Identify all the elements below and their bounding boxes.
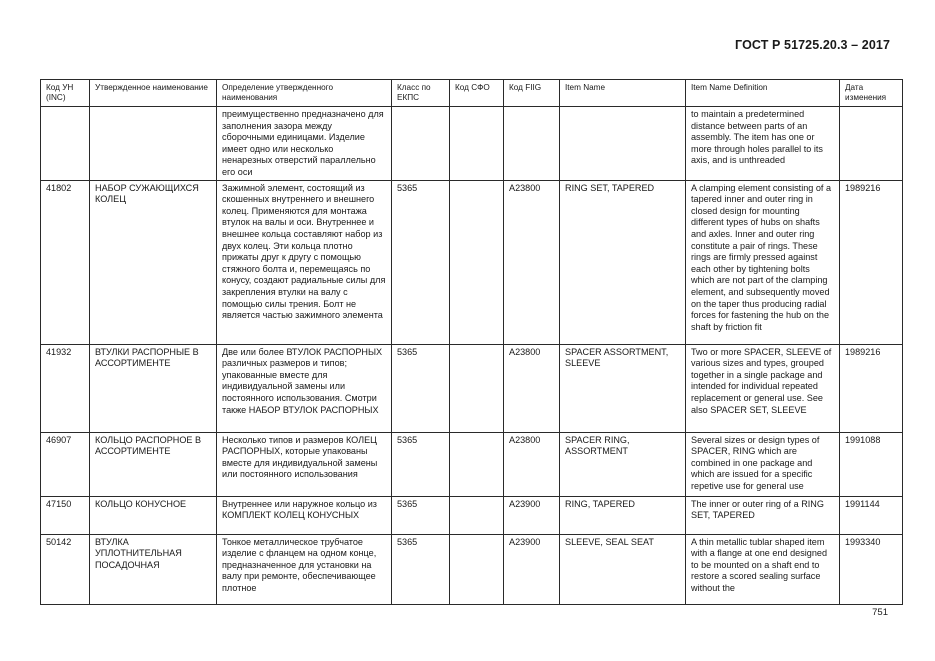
registry-table: [40, 79, 903, 605]
table-row: [41, 432, 903, 496]
table-cell-col-date: 1989216: [840, 344, 903, 432]
table-cell-col-inc: [41, 107, 90, 181]
table-cell-col-inc: 50142: [41, 534, 90, 604]
column-header-col-approved-name: Утвержденное наименование: [90, 80, 217, 107]
column-header-col-sfo: Код СФО: [450, 80, 504, 107]
table-cell-col-sfo: [450, 534, 504, 604]
table-cell-col-item-name: RING SET, TAPERED: [560, 180, 686, 344]
table-cell-col-sfo: [450, 107, 504, 181]
table-row: [41, 180, 903, 344]
table-cell-col-definition: Тонкое металлическое трубчатое изделие с фланцем на одном конце, предназначенное для установки на валу при ремонте, обеспечивающее плотное: [217, 534, 392, 604]
table-cell-col-date: 1991144: [840, 496, 903, 534]
header-row: [41, 80, 903, 107]
table-cell-col-approved-name: ВТУЛКА УПЛОТНИТЕЛЬНАЯ ПОСАДОЧНАЯ: [90, 534, 217, 604]
table-cell-col-item-name: [560, 107, 686, 181]
table-cell-col-date: 1991088: [840, 432, 903, 496]
table-cell-col-item-definition: A thin metallic tublar shaped item with a flange at one end designed to be mounted on a shaft end to restore a scored sealing surface without the: [686, 534, 840, 604]
table-cell-col-class: 5365: [392, 496, 450, 534]
table-cell-col-item-name: SLEEVE, SEAL SEAT: [560, 534, 686, 604]
table-cell-col-approved-name: ВТУЛКИ РАСПОРНЫЕ В АССОРТИМЕНТЕ: [90, 344, 217, 432]
table-row: [41, 107, 903, 181]
table-cell-col-approved-name: НАБОР СУЖАЮЩИХСЯ КОЛЕЦ: [90, 180, 217, 344]
table-cell-col-inc: 41802: [41, 180, 90, 344]
table-cell-col-date: 1989216: [840, 180, 903, 344]
column-header-col-definition: Определение утвержденного наименования: [217, 80, 392, 107]
table-cell-col-fiig: A23800: [504, 344, 560, 432]
table-cell-col-definition: Зажимной элемент, состоящий из скошенных внутреннего и внешнего колец. Применяются для монтажа втулок на валы и оси. Внутреннее и внешнее кольца составляют набор из двух колец. Эти кольца плотно прижаты друг к другу с помощью стяжного болта и, перемещаясь по конусу, создают радиальные силы для закрепления втулки на валу с помощью силы трения. Болт не является частью зажимного элемента: [217, 180, 392, 344]
table-cell-col-item-name: RING, TAPERED: [560, 496, 686, 534]
table-cell-col-date: 1993340: [840, 534, 903, 604]
table-cell-col-fiig: A23900: [504, 496, 560, 534]
table-cell-col-class: 5365: [392, 344, 450, 432]
table-cell-col-sfo: [450, 496, 504, 534]
table-cell-col-sfo: [450, 344, 504, 432]
column-header-col-item-name: Item Name: [560, 80, 686, 107]
table-cell-col-approved-name: КОЛЬЦО РАСПОРНОЕ В АССОРТИМЕНТЕ: [90, 432, 217, 496]
table-cell-col-date: [840, 107, 903, 181]
column-header-col-item-definition: Item Name Definition: [686, 80, 840, 107]
table-cell-col-item-definition: A clamping element consisting of a tapered inner and outer ring in closed design for mounting different types of hubs on shafts and axles. Inner and outer ring constitute a pair of rings. These rings are firmly pressed against each other by tightening bolts which are not part of the clamping element, and subsequently moved on the taper thus producing radial forces for fastening the hub on the shaft by friction fit: [686, 180, 840, 344]
table-header: [41, 80, 903, 107]
table-row: [41, 344, 903, 432]
table-cell-col-class: 5365: [392, 180, 450, 344]
table-cell-col-item-definition: The inner or outer ring of a RING SET, TAPERED: [686, 496, 840, 534]
table-cell-col-sfo: [450, 432, 504, 496]
table-cell-col-class: 5365: [392, 534, 450, 604]
table-cell-col-fiig: A23800: [504, 432, 560, 496]
table-cell-col-item-definition: Two or more SPACER, SLEEVE of various sizes and types, grouped together in a single package and intended for individual repeated replacement or general use. See also SPACER SET, SLEEVE: [686, 344, 840, 432]
table-cell-col-approved-name: КОЛЬЦО КОНУСНОЕ: [90, 496, 217, 534]
table-cell-col-class: 5365: [392, 432, 450, 496]
table-cell-col-class: [392, 107, 450, 181]
column-header-col-date: Дата изменения: [840, 80, 903, 107]
table-body: [41, 107, 903, 605]
table-row: [41, 496, 903, 534]
column-header-col-inc: Код УН (INC): [41, 80, 90, 107]
document-header: ГОСТ Р 51725.20.3 – 2017: [735, 38, 890, 52]
table-cell-col-definition: Внутреннее или наружное кольцо из КОМПЛЕКТ КОЛЕЦ КОНУСНЫХ: [217, 496, 392, 534]
table-cell-col-item-name: SPACER ASSORTMENT, SLEEVE: [560, 344, 686, 432]
table-cell-col-fiig: A23800: [504, 180, 560, 344]
table-cell-col-item-definition: to maintain a predetermined distance between parts of an assembly. The item has one or more through holes parallel to its axis, and is unthreaded: [686, 107, 840, 181]
table-row: [41, 534, 903, 604]
table-cell-col-definition: Две или более ВТУЛОК РАСПОРНЫХ различных размеров и типов; упакованные вместе для индивидуальной замены или постоянного использования. Смотри также НАБОР ВТУЛОК РАСПОРНЫХ: [217, 344, 392, 432]
table-cell-col-item-definition: Several sizes or design types of SPACER, RING which are combined in one package and which are issued for a specific repetive use for general use: [686, 432, 840, 496]
table-cell-col-definition: преимущественно предназначено для заполнения зазора между сборочными единицами. Изделие имеет одно или несколько ненарезных отверстий параллельно его оси: [217, 107, 392, 181]
table-cell-col-fiig: [504, 107, 560, 181]
table-cell-col-inc: 47150: [41, 496, 90, 534]
table-cell-col-item-name: SPACER RING, ASSORTMENT: [560, 432, 686, 496]
table-cell-col-fiig: A23900: [504, 534, 560, 604]
column-header-col-class: Класс по ЕКПС: [392, 80, 450, 107]
table-cell-col-approved-name: [90, 107, 217, 181]
table-cell-col-inc: 41932: [41, 344, 90, 432]
page-number: 751: [872, 607, 888, 618]
table-cell-col-definition: Несколько типов и размеров КОЛЕЦ РАСПОРНЫХ, которые упакованы вместе для индивидуальной замены или постоянного использования: [217, 432, 392, 496]
table-cell-col-inc: 46907: [41, 432, 90, 496]
table-cell-col-sfo: [450, 180, 504, 344]
column-header-col-fiig: Код FIIG: [504, 80, 560, 107]
